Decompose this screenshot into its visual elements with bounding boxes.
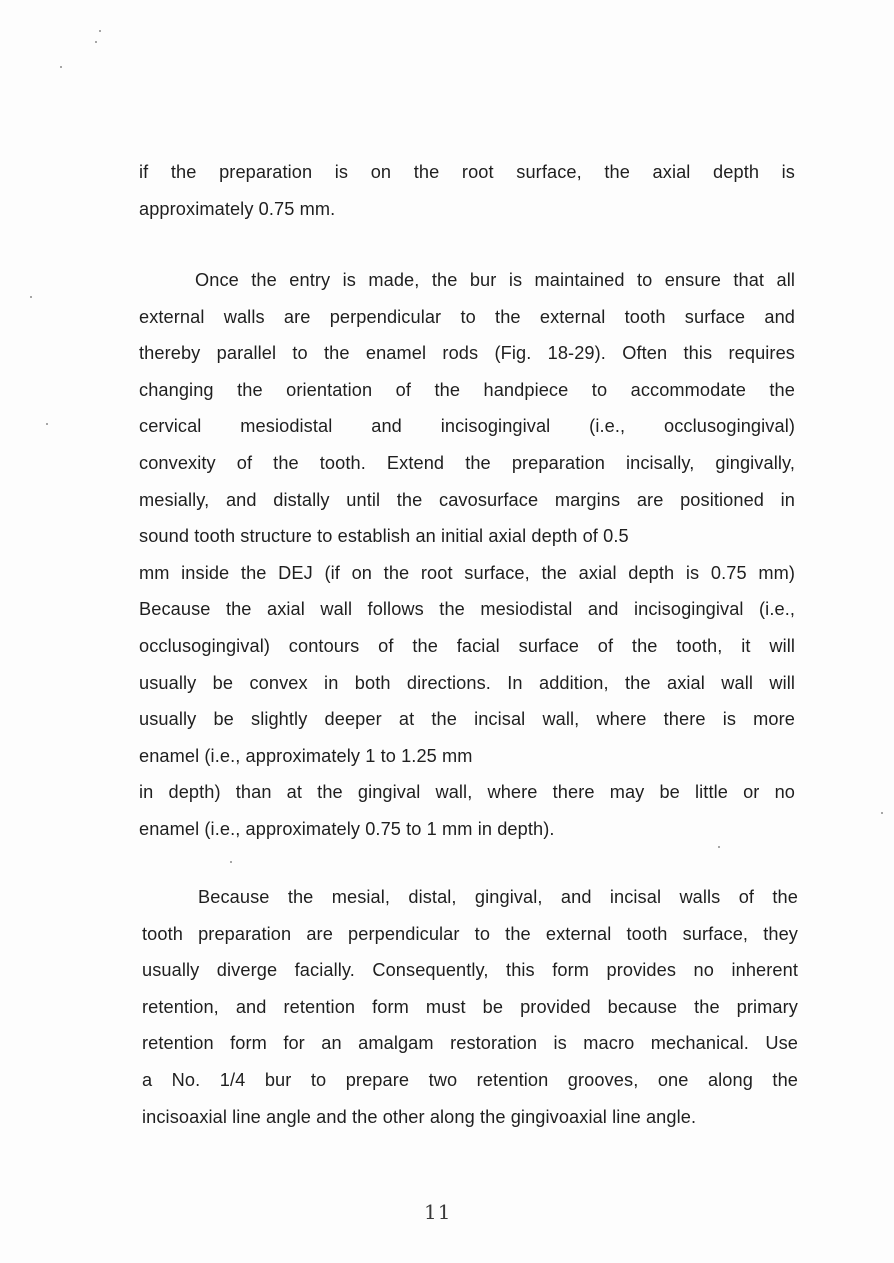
text-line: a No. 1/4 bur to prepare two retention grooves, one along the — [142, 1069, 798, 1090]
text-line: usually be slightly deeper at the incisal wall, where there is more — [139, 709, 795, 730]
scan-speck — [881, 812, 883, 814]
text-line: changing the orientation of the handpiece to accommodate the — [139, 379, 795, 400]
scan-speck — [46, 423, 48, 425]
text-line: Because the axial wall follows the mesiodistal and incisogingival (i.e., — [139, 599, 795, 620]
text-line: occlusogingival) contours of the facial surface of the tooth, it will — [139, 635, 795, 656]
text-line: tooth preparation are perpendicular to the external tooth surface, they — [142, 923, 798, 944]
scan-speck — [95, 41, 97, 43]
text-line: cervical mesiodistal and incisogingival (i.e., occlusogingival) — [139, 416, 795, 437]
scan-speck — [230, 861, 232, 863]
text-line: incisoaxial line angle and the other along the gingivoaxial line angle. — [142, 1106, 697, 1127]
text-line: if the preparation is on the root surface, the axial depth is — [139, 162, 795, 182]
text-line: enamel (i.e., approximately 1 to 1.25 mm — [139, 745, 473, 766]
scan-speck — [30, 296, 32, 298]
text-line: Once the entry is made, the bur is maintained to ensure that all — [195, 270, 795, 290]
text-line: sound tooth structure to establish an initial axial depth of 0.5 — [139, 526, 629, 547]
text-line: retention form for an amalgam restoration is macro mechanical. Use — [142, 1033, 798, 1054]
text-line: Because the mesial, distal, gingival, and incisal walls of the — [198, 887, 798, 907]
paragraph-3 — [142, 879, 798, 1135]
scan-speck — [60, 66, 62, 68]
text-line: enamel (i.e., approximately 0.75 to 1 mm in depth). — [139, 818, 555, 839]
text-line: in depth) than at the gingival wall, where there may be little or no — [139, 782, 795, 803]
text-line: retention, and retention form must be provided because the primary — [142, 996, 798, 1017]
text-line: convexity of the tooth. Extend the preparation incisally, gingivally, — [139, 452, 795, 473]
text-line: usually be convex in both directions. In addition, the axial wall will — [139, 672, 795, 693]
text-line: usually diverge facially. Consequently, this form provides no inherent — [142, 960, 798, 981]
page-number: 11 — [424, 1200, 452, 1224]
text-line: mesially, and distally until the cavosurface margins are positioned in — [139, 489, 795, 510]
text-line: thereby parallel to the enamel rods (Fig. 18-29). Often this requires — [139, 343, 795, 364]
text-line: mm inside the DEJ (if on the root surface, the axial depth is 0.75 mm) — [139, 562, 795, 583]
paragraph-2 — [139, 262, 795, 848]
scan-speck — [99, 30, 101, 32]
text-line: external walls are perpendicular to the external tooth surface and — [139, 306, 795, 327]
paragraph-1 — [139, 154, 795, 227]
text-line: approximately 0.75 mm. — [139, 198, 336, 219]
